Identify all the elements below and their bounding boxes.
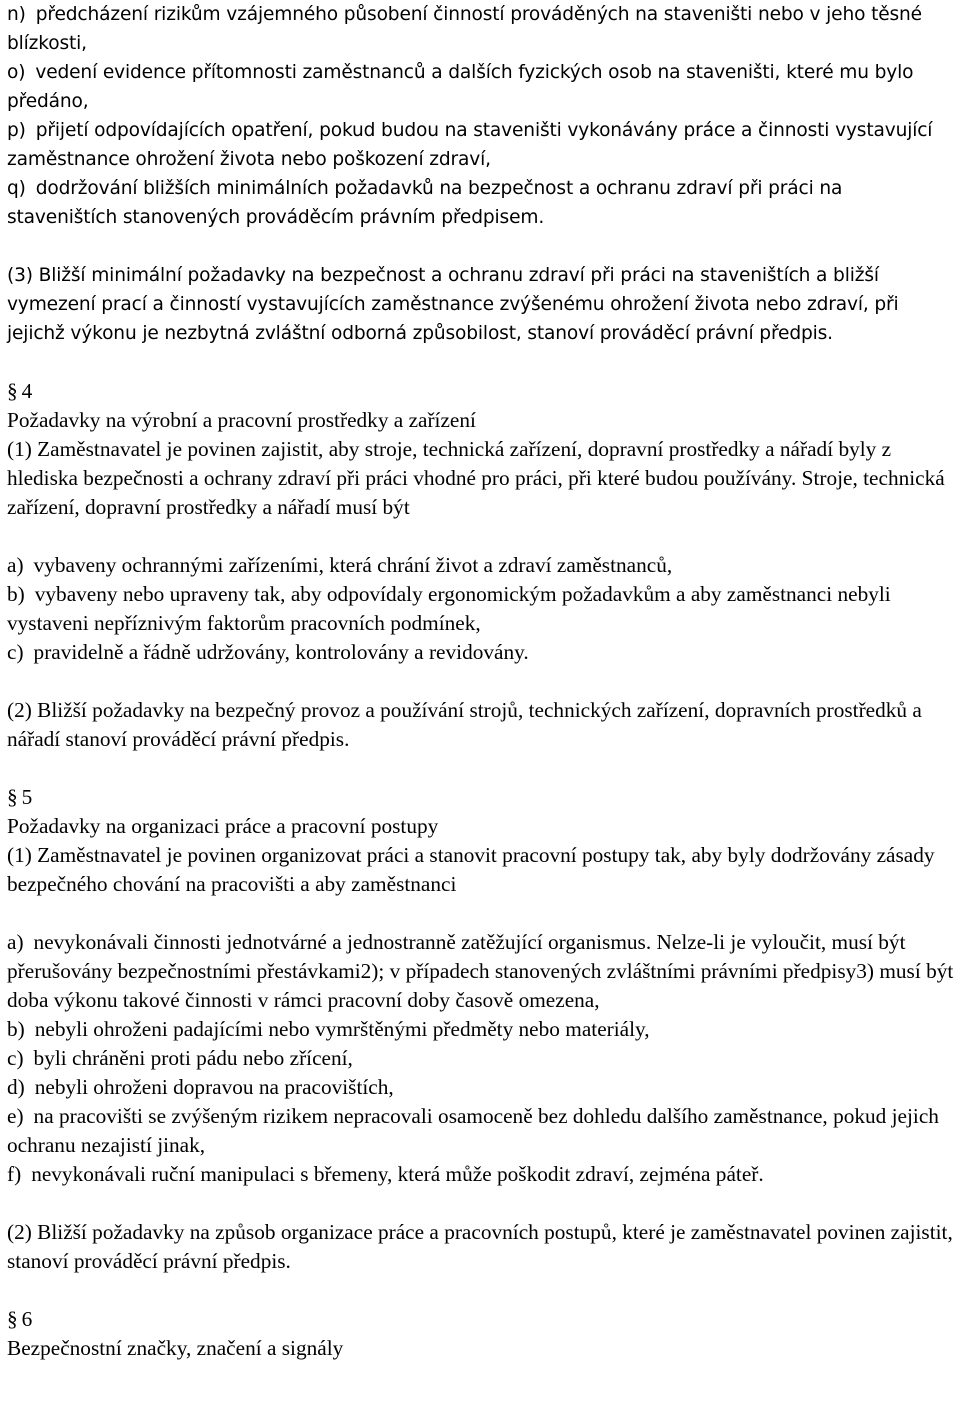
list-item: e) na pracovišti se zvýšeným rizikem nepracovali osamoceně bez dohledu dalšího zaměstnance, pokud jejich ochranu nezajistí jinak, [7, 1104, 939, 1157]
section-paragraph-2: (2) Bližší požadavky na bezpečný provoz a používání strojů, technických zařízení, dopravních prostředků a nářadí stanoví prováděcí právní předpis. [7, 698, 922, 751]
list-item: a) vybaveny ochrannými zařízeními, která chrání život a zdraví zaměstnanců, [7, 553, 673, 577]
section-heading-5 [7, 783, 958, 812]
list-item-p: p) přijetí odpovídajících opatření, pokud budou na staveništi vykonávány práce a činnosti vystavující zaměstnance ohrožení života nebo poškození zdraví, [7, 120, 933, 170]
section-paragraph-2: (2) Bližší požadavky na způsob organizace práce a pracovních postupů, které je zaměstnavatel povinen zajistit, stanoví prováděcí právní předpis. [7, 1220, 953, 1273]
list-item: b) nebyli ohroženi padajícími nebo vymrštěnými předměty nebo materiály, [7, 1017, 650, 1041]
list-item-q: q) dodržování bližších minimálních požadavků na bezpečnost a ochranu zdraví při práci na staveništích stanovených prováděcím právním předpisem. [7, 178, 843, 228]
list-item: a) nevykonávali činnosti jednotvárné a jednostranně zatěžující organismus. Nelze-li je vyloučit, musí být přerušovány bezpečnostními přestávkami2); v případech stanovených zvláštními právními předpisy3) musí být doba výkonu takové činnosti v rámci pracovní doby časově omezena, [7, 930, 954, 1012]
paragraph-3: (3) Bližší minimální požadavky na bezpečnost a ochranu zdraví při práci na staveništích a bližší vymezení prací a činností vystavujících zaměstnance zvýšenému ohrožení života nebo zdraví, při jejichž výkonu je nezbytná zvláštní odborná způsobilost, stanoví prováděcí právní předpis. [7, 265, 899, 344]
top-list [7, 0, 958, 232]
section-heading-6 [7, 1305, 958, 1334]
section-title: Bezpečnostní značky, značení a signály [7, 1336, 344, 1360]
section-number: 4 [21, 379, 33, 403]
section-symbol: § [7, 379, 18, 403]
section-paragraph-1: (1) Zaměstnavatel je povinen zajistit, aby stroje, technická zařízení, dopravní prostředky a nářadí byly z hlediska bezpečnosti a ochrany zdraví při práci vhodné pro práci, při které budou používány. Stroje, technická zařízení, dopravní prostředky a nářadí musí být [7, 437, 945, 519]
section-6 [7, 1305, 958, 1363]
section-title: Požadavky na organizaci práce a pracovní postupy [7, 814, 439, 838]
list-item: f) nevykonávali ruční manipulaci s břemeny, která může poškodit zdraví, zejména páteř. [7, 1162, 764, 1186]
list-item: d) nebyli ohroženi dopravou na pracovištích, [7, 1075, 394, 1099]
section-heading-4 [7, 377, 958, 406]
section-title: Požadavky na výrobní a pracovní prostředky a zařízení [7, 408, 476, 432]
section-number: 5 [21, 785, 33, 809]
section-5 [7, 783, 958, 1276]
section-symbol: § [7, 785, 18, 809]
list-item: c) byli chráněni proti pádu nebo zřícení, [7, 1046, 353, 1070]
section-4 [7, 377, 958, 754]
list-item: c) pravidelně a řádně udržovány, kontrolovány a revidovány. [7, 640, 529, 664]
section-number: 6 [21, 1307, 33, 1331]
list-item: b) vybaveny nebo upraveny tak, aby odpovídaly ergonomickým požadavkům a aby zaměstnanci nebyli vystaveni nepříznivým faktorům pracovních podmínek, [7, 582, 891, 635]
section-paragraph-1: (1) Zaměstnavatel je povinen organizovat práci a stanovit pracovní postupy tak, aby byly dodržovány zásady bezpečného chování na pracovišti a aby zaměstnanci [7, 843, 935, 896]
list-item-n: n) předcházení rizikům vzájemného působení činností prováděných na staveništi nebo v jeho těsné blízkosti, [7, 4, 922, 54]
list-item-o: o) vedení evidence přítomnosti zaměstnanců a dalších fyzických osob na staveništi, které mu bylo předáno, [7, 62, 914, 112]
section-symbol: § [7, 1307, 18, 1331]
